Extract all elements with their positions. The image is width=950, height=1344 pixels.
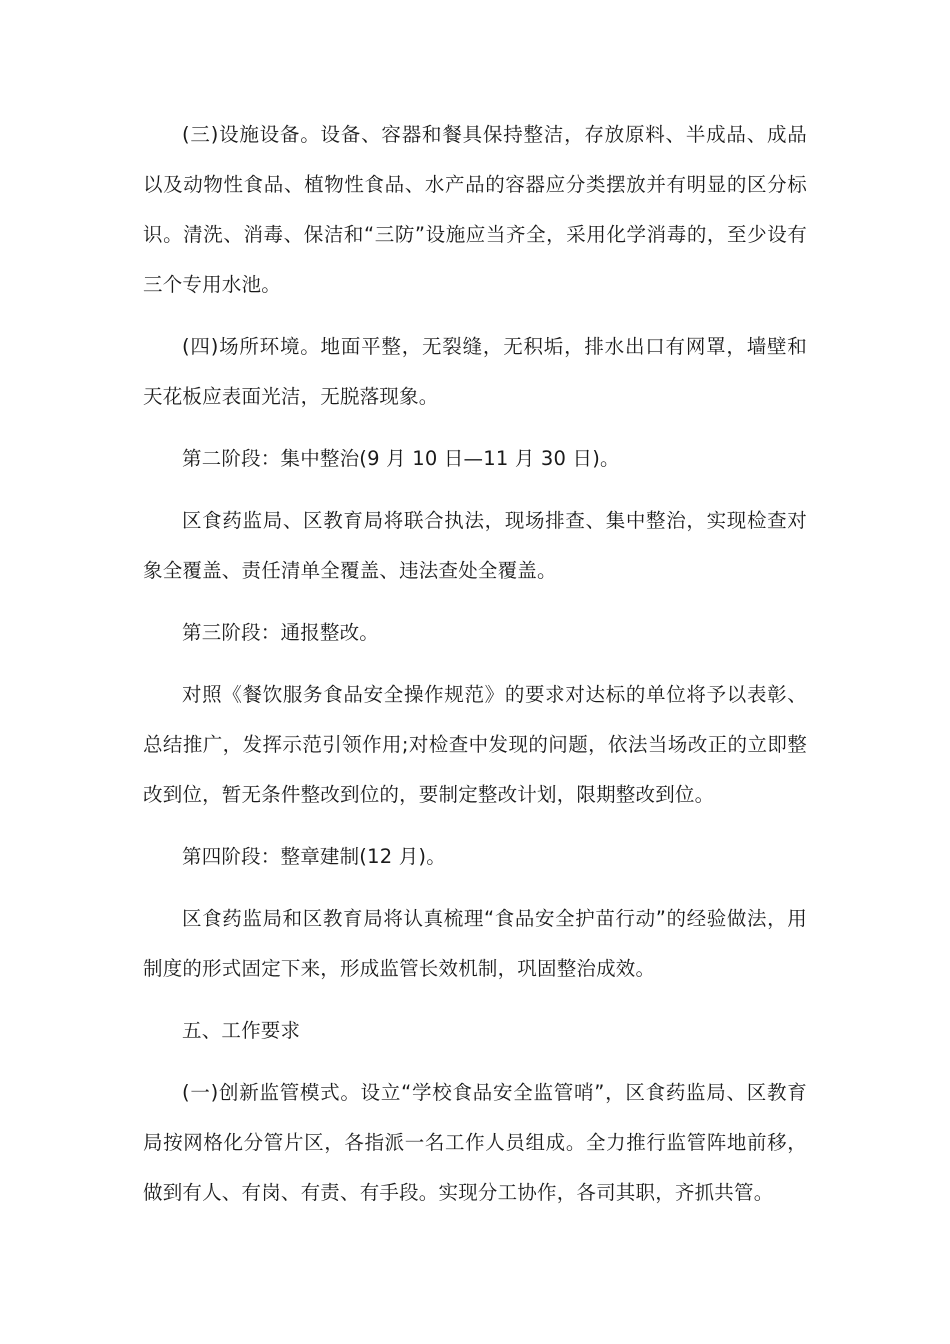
paragraph-stage-three-body: 对照《餐饮服务食品安全操作规范》的要求对达标的单位将予以表彰、总结推广，发挥示范引领作用;对检查中发现的问题，依法当场改正的立即整改到位，暂无条件整改到位的，要制定整改计划，限期整改到位。 [143,683,807,806]
paragraph-stage-three-heading: 第三阶段：通报整改。 [182,621,380,644]
paragraph-stage-two-heading: 第二阶段：集中整治(9 月 10 日—11 月 30 日)。 [182,447,620,470]
paragraph-innovation-supervision: (一)创新监管模式。设立“学校食品安全监管哨”，区食药监局、区教育局按网格化分管片区，各指派一名工作人员组成。全力推行监管阵地前移，做到有人、有岗、有责、有手段。实现分工协作，各司其职，齐抓共管。 [143,1081,807,1204]
paragraph-stage-two-body: 区食药监局、区教育局将联合执法，现场排查、集中整治，实现检查对象全覆盖、责任清单全覆盖、违法查处全覆盖。 [143,509,807,582]
paragraph-stage-four-body: 区食药监局和区教育局将认真梳理“食品安全护苗行动”的经验做法，用制度的形式固定下来，形成监管长效机制，巩固整治成效。 [143,907,807,980]
paragraph-stage-four-heading: 第四阶段：整章建制(12 月)。 [182,845,446,868]
paragraph-environment: (四)场所环境。地面平整，无裂缝，无积垢，排水出口有网罩，墙壁和天花板应表面光洁，无脱落现象。 [143,335,807,408]
document-body [143,110,807,1230]
section-heading-work-requirements: 五、工作要求 [182,1019,301,1042]
paragraph-facilities: (三)设施设备。设备、容器和餐具保持整洁，存放原料、半成品、成品以及动物性食品、植物性食品、水产品的容器应分类摆放并有明显的区分标识。清洗、消毒、保洁和“三防”设施应当齐全，采用化学消毒的，至少设有三个专用水池。 [143,123,807,296]
